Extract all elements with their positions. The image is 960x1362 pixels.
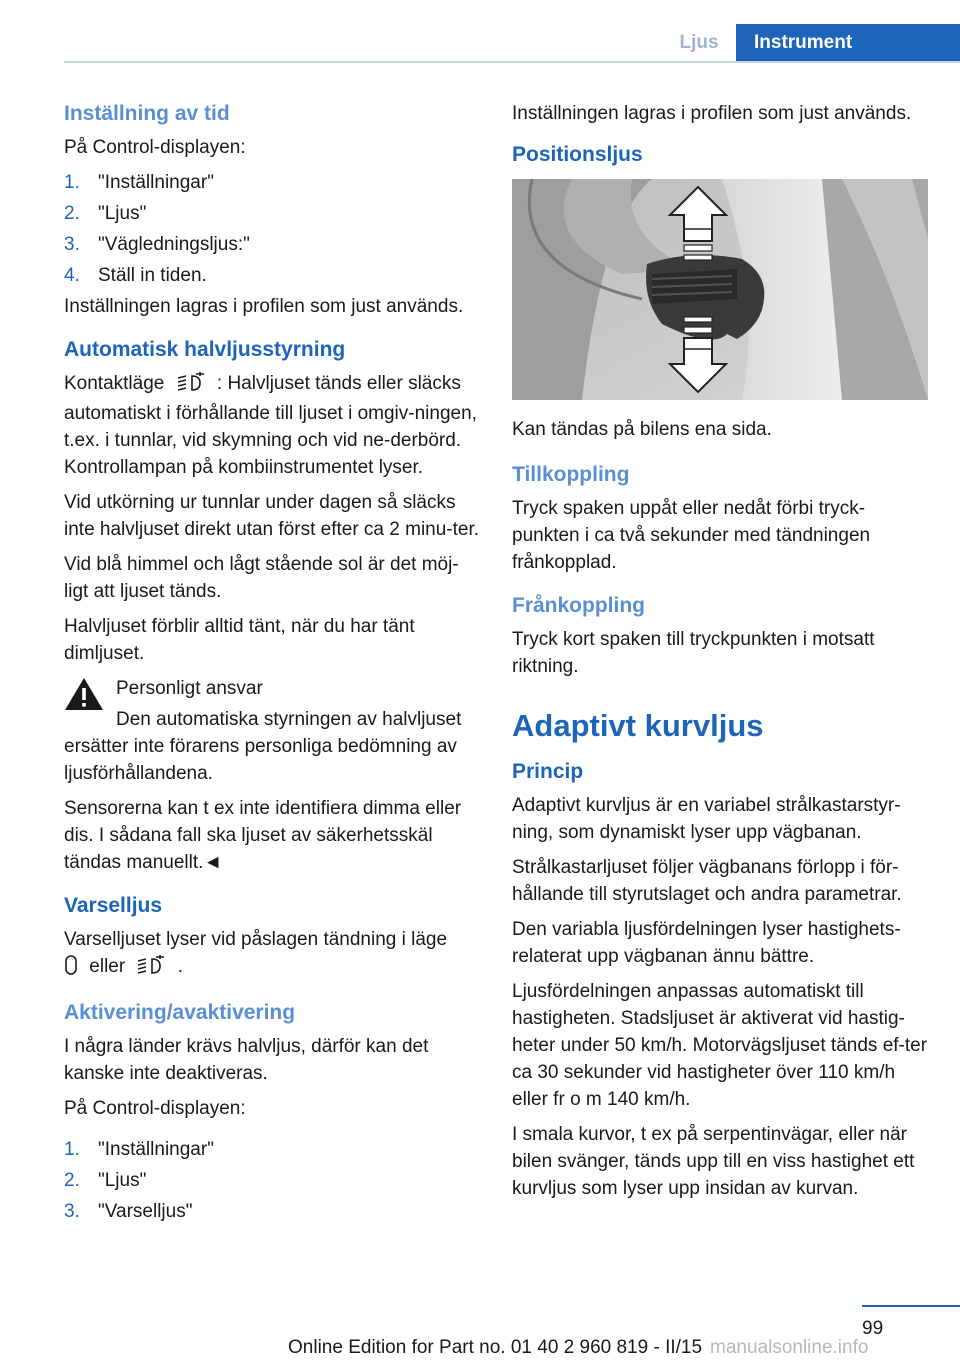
section-title-varselljus: Varselljus: [64, 894, 163, 917]
paragraph: Vid utkörning ur tunnlar under dagen så släcks inte halvljuset direkt utan först efter ca 2 minu-ter.: [64, 492, 480, 540]
step-number: 2.: [64, 1170, 80, 1191]
step-number: 4.: [64, 265, 80, 286]
chapter-title-kurvljus: Adaptivt kurvljus: [512, 708, 764, 743]
paragraph: I några länder krävs halvljus, därför kan det kanske inte deaktiveras.: [64, 1036, 429, 1084]
paragraph: Adaptivt kurvljus är en variabel strålkastarstyr-ning, som dynamiskt lyser upp vägbanan.: [512, 795, 901, 843]
header-tab-instrument: Instrument: [736, 24, 960, 62]
list-item: [64, 231, 482, 258]
list-item: [64, 1136, 482, 1163]
watermark-text: manualsonline.info: [710, 1337, 869, 1358]
right-column: [512, 100, 932, 1210]
section-title-halvljus: Automatisk halvljusstyrning: [64, 338, 346, 361]
paragraph: Ljusfördelningen anpassas automatiskt till hastigheten. Stadsljuset är aktiverat vid hastig-heter under 50 km/h. Motorvägsljuset tänds ef-ter ca 30 sekunder vid hastigheter över 110 km/h eller fr o m 140 km/h.: [512, 981, 928, 1110]
section-title-tid: Inställning av tid: [64, 102, 230, 125]
header-tab-ljus: Ljus: [679, 32, 719, 53]
section-title-frankoppling: Frånkoppling: [512, 594, 645, 617]
step-number: 1.: [64, 172, 80, 193]
paragraph: [64, 926, 482, 983]
paragraph: I smala kurvor, t ex på serpentinvägar, eller när bilen svänger, tänds upp till en viss hastighet ett kurvljus som lyser upp insidan av kurvan.: [512, 1124, 915, 1199]
section-title-princip: Princip: [512, 760, 584, 783]
step-number: 2.: [64, 203, 80, 224]
section-title-aktivering: Aktivering/avaktivering: [64, 1001, 296, 1024]
paragraph: Strålkastarljuset följer vägbanans förlopp i för-hållande till styrutslaget och andra parametrar.: [512, 857, 902, 905]
warning-block: [64, 675, 482, 787]
list-item: [64, 1198, 482, 1225]
section-title-positionsljus: Positionsljus: [512, 143, 643, 166]
step-number: 3.: [64, 1201, 80, 1222]
paragraph: Tryck spaken uppåt eller nedåt förbi tryck-punkten i ca två sekunder med tändningen frånkopplad.: [512, 498, 871, 573]
paragraph-text: Kontaktläge: [64, 373, 165, 394]
lever-photo: [512, 179, 928, 400]
step-text: "Varselljus": [98, 1201, 193, 1222]
paragraph: Vid blå himmel och lågt stående sol är det möj-ligt att ljuset tänds.: [64, 554, 459, 602]
paragraph-text: Varselljuset lyser vid påslagen tändning i läge: [64, 929, 448, 950]
list-item: [64, 200, 482, 227]
list-item: [64, 1167, 482, 1194]
auto-headlight-icon: [176, 372, 206, 400]
list-item: [64, 262, 482, 289]
step-number: 3.: [64, 234, 80, 255]
section-title-tillkoppling: Tillkoppling: [512, 463, 630, 486]
section-intro: På Control-displayen:: [64, 137, 246, 158]
steps-list-tid: [64, 169, 482, 289]
paragraph-text: eller: [89, 956, 126, 977]
paragraph: [64, 370, 482, 481]
warning-title: Personligt ansvar: [116, 678, 263, 699]
step-text: Ställ in tiden.: [98, 265, 207, 286]
note-text: Inställningen lagras i profilen som just används.: [512, 103, 912, 124]
paragraph-text: .: [177, 956, 184, 977]
step-text: "Inställningar": [98, 1139, 214, 1160]
warning-text: Den automatiska styrningen av halvljuset ersätter inte förarens personliga bedömning av ljusförhållandena.: [64, 709, 462, 784]
page-number: 99: [862, 1318, 884, 1339]
photo-caption: Kan tändas på bilens ena sida.: [512, 419, 772, 440]
step-number: 1.: [64, 1139, 80, 1160]
step-text: "Ljus": [98, 203, 147, 224]
auto-headlight-icon: [136, 955, 166, 983]
paragraph: Halvljuset förblir alltid tänt, när du har tänt dimljuset.: [64, 616, 415, 664]
footer-rule: [862, 1305, 960, 1307]
edition-text: Online Edition for Part no. 01 40 2 960 819 - II/15: [288, 1337, 703, 1358]
step-text: "Ljus": [98, 1170, 147, 1191]
header-rule: [64, 61, 960, 63]
paragraph-text: : Halvljuset tänds eller släcks automatiskt i förhållande till ljuset i omgiv-ningen, t.ex. i tunnlar, vid skymning och vid ne-derbörd. Kontrollampan på kombiinstrumentet lyser.: [64, 373, 477, 478]
section-intro: På Control-displayen:: [64, 1098, 246, 1119]
paragraph: Tryck kort spaken till tryckpunkten i motsatt riktning.: [512, 629, 875, 677]
list-item: [64, 169, 482, 196]
left-column: [64, 100, 482, 1229]
warning-continuation: Sensorerna kan t ex inte identifiera dimma eller dis. I sådana fall ska ljuset av säkerhetsskäl tändas manuellt.◄: [64, 798, 462, 873]
daytime-light-icon: [64, 955, 78, 983]
step-text: "Inställningar": [98, 172, 214, 193]
note-text: Inställningen lagras i profilen som just används.: [64, 296, 464, 317]
warning-triangle-icon: [64, 677, 104, 716]
paragraph: Den variabla ljusfördelningen lyser hastighets-relaterat upp vägbanan ännu bättre.: [512, 919, 901, 967]
steps-list-varselljus: [64, 1136, 482, 1225]
step-text: "Vägledningsljus:": [98, 234, 250, 255]
